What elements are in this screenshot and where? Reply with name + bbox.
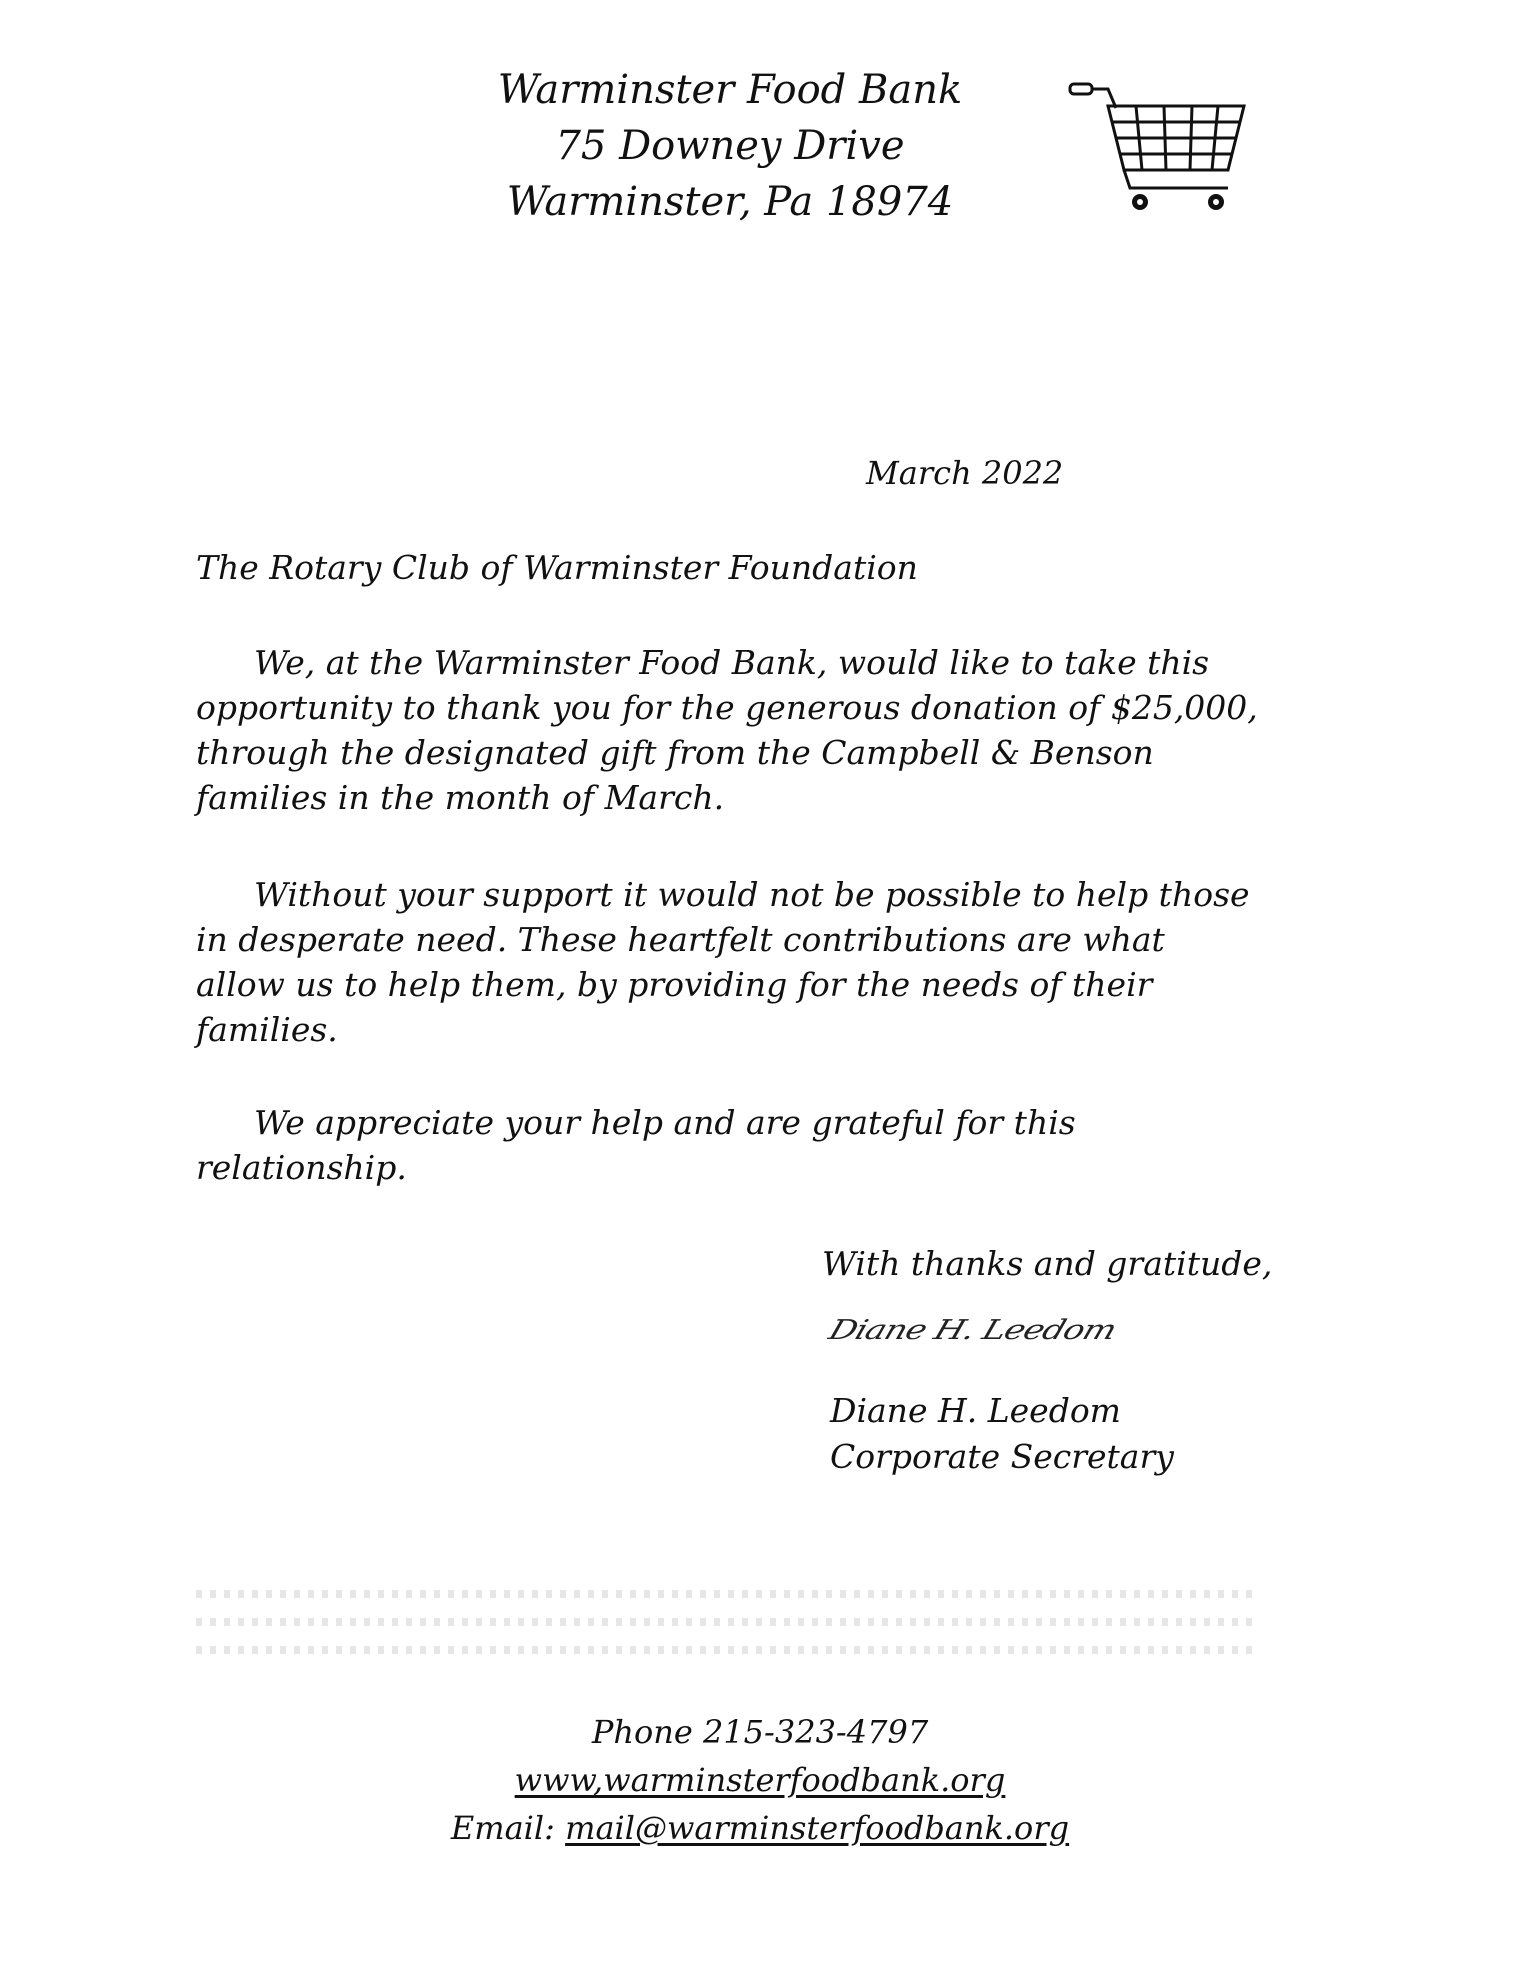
faded-show-through: [196, 1570, 1256, 1700]
shopping-cart-icon: [1068, 78, 1248, 218]
letter-date: March 2022: [866, 454, 1064, 492]
faded-line: [196, 1646, 1256, 1654]
faded-line: [196, 1590, 1256, 1598]
city-address: Warminster, Pa 18974: [506, 179, 954, 225]
footer: [380, 1708, 1140, 1852]
body-paragraph-3: [196, 1100, 1366, 1190]
paragraph-line: families.: [196, 1010, 338, 1049]
recipient: The Rotary Club of Warminster Foundation: [196, 548, 918, 587]
letterhead: [420, 62, 1040, 230]
handwritten-signature: [824, 1310, 1210, 1370]
body-paragraph-2: [196, 872, 1366, 1052]
paragraph-line: in desperate need. These heartfelt contributions are what: [196, 920, 1165, 959]
paragraph-line: families in the month of March.: [196, 778, 725, 817]
paragraph-line: We appreciate your help and are grateful for this: [254, 1103, 1076, 1142]
faded-line: [196, 1618, 1256, 1626]
paragraph-line: opportunity to thank you for the generous donation of $25,000,: [196, 688, 1258, 727]
paragraph-line: Without your support it would not be possible to help those: [254, 875, 1250, 914]
paragraph-line: relationship.: [196, 1148, 407, 1187]
paragraph-line: We, at the Warminster Food Bank, would like to take this: [254, 643, 1210, 682]
paragraph-line: through the designated gift from the Campbell & Benson: [196, 733, 1154, 772]
footer-website-link[interactable]: www,warminsterfoodbank.org: [514, 1761, 1006, 1799]
signature-text: Diane H. Leedom: [824, 1314, 1120, 1346]
paragraph-line: allow us to help them, by providing for the needs of their: [196, 965, 1153, 1004]
footer-email-label: Email:: [450, 1809, 555, 1847]
signer-title: Corporate Secretary: [830, 1437, 1174, 1476]
footer-phone: Phone 215-323-4797: [591, 1713, 929, 1751]
footer-email-link[interactable]: mail@warminsterfoodbank.org: [565, 1809, 1070, 1847]
street-address: 75 Downey Drive: [555, 123, 905, 169]
signer-block: [830, 1388, 1174, 1480]
body-paragraph-1: [196, 640, 1366, 820]
org-name: Warminster Food Bank: [497, 67, 963, 113]
signer-name: Diane H. Leedom: [830, 1391, 1121, 1430]
closing: With thanks and gratitude,: [822, 1244, 1273, 1283]
